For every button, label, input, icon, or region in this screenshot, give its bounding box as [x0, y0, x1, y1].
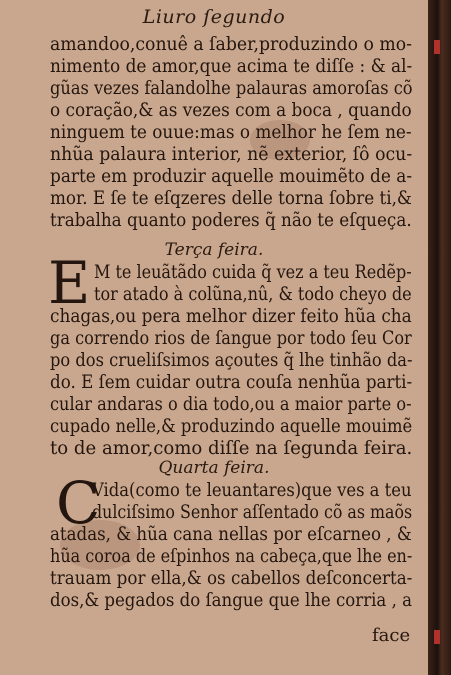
- running-head: Liuro ſegundo: [142, 6, 286, 28]
- text-line: dos,& pegados do ſangue que lhe corria , a: [50, 590, 412, 611]
- text-line: o coração,& as vezes com a boca , quando: [50, 100, 412, 121]
- text-line: cupado nelle,& produzindo aquelle mouimẽ: [50, 416, 413, 437]
- text-line: cular andaras o dia todo,ou a maior parte o-: [50, 394, 412, 415]
- text-line: dulciſsimo Senhor aſſentado cõ as maõs: [92, 502, 413, 523]
- text-line: ga correndo rios de ſangue por todo ſeu Cor: [50, 328, 412, 349]
- drop-cap: E: [48, 249, 91, 317]
- drop-cap: C: [56, 469, 101, 537]
- section-heading-terca: Terça feira.: [164, 240, 264, 260]
- text-line: do. E ſem cuidar outra couſa nenhũa parti-: [50, 372, 413, 393]
- text-line: atadas, & hũa cana nellas por eſcarneo , &: [50, 524, 412, 545]
- text-line: parte em produzir aquelle mouimẽto de a-: [50, 166, 413, 187]
- ribbon-marker: [434, 40, 440, 54]
- text-line: mor. E ſe te eſqzeres delle torna ſobre ti,&: [50, 188, 412, 209]
- text-line: Vida(como te leuantares)que ves a teu: [92, 480, 412, 501]
- text-line: gũas vezes falandolhe palauras amoroſas cõ: [50, 78, 413, 99]
- section-heading-quarta: Quarta feira.: [158, 458, 270, 478]
- text-line: M te leuãtãdo cuida q̃ vez a teu Redẽp-: [94, 262, 412, 283]
- text-line: tor atado à colũna,nû, & todo cheyo de: [94, 284, 412, 305]
- text-line: ninguem te ouue:mas o melhor he ſem ne-: [50, 122, 412, 143]
- catchword: face: [372, 625, 411, 646]
- text-line: chagas,ou pera melhor dizer feito hũa cha: [50, 306, 412, 327]
- text-line: amandoo,conuê a ſaber,produzindo o mo-: [50, 34, 412, 55]
- text-line: trauam por ella,& os cabellos deſconcerta-: [50, 568, 413, 589]
- book-binding-edge: [428, 0, 451, 675]
- text-line: nhũa palaura interior, nẽ exterior, ſô ocu-: [50, 144, 413, 165]
- text-line: trabalha quanto poderes q̃ não te eſqueça.: [50, 210, 412, 231]
- ribbon-marker: [434, 630, 440, 644]
- text-line: hũa coroa de eſpinhos na cabeça,que lhe en-: [50, 546, 413, 567]
- text-line: po dos crueliſsimos açoutes q̃ lhe tinhão da-: [50, 350, 413, 371]
- text-line: to de amor,como diſſe na ſegunda feira.: [50, 438, 413, 459]
- text-line: nimento de amor,que acima te diſſe : & al-: [50, 56, 413, 77]
